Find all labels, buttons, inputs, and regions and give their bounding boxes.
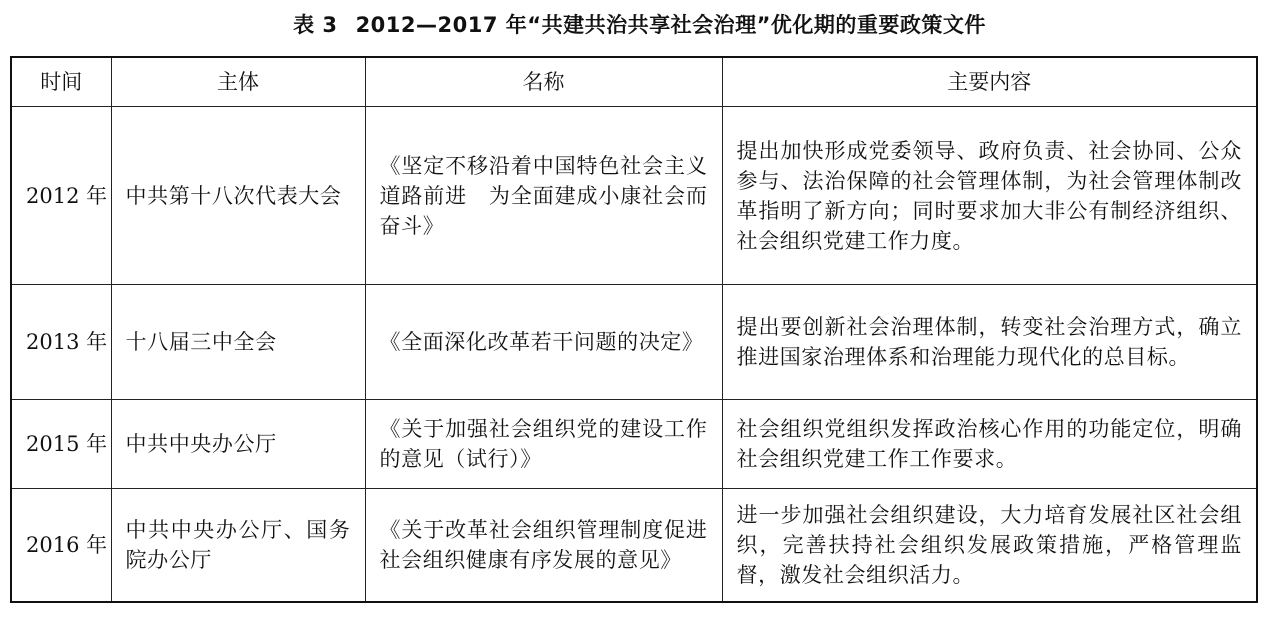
table-caption (0, 10, 1279, 40)
subject-cell: 中共第十八次代表大会 (111, 107, 365, 285)
year-cell: 2013 年 (11, 285, 111, 400)
year-cell: 2015 年 (11, 400, 111, 489)
header-subject: 主体 (111, 57, 365, 107)
year-cell: 2016 年 (11, 489, 111, 603)
subject-cell: 十八届三中全会 (111, 285, 365, 400)
table-row (11, 489, 1257, 603)
content-cell: 社会组织党组织发挥政治核心作用的功能定位，明确社会组织党建工作工作要求。 (722, 400, 1257, 489)
table-row (11, 285, 1257, 400)
document-name-cell: 《关于加强社会组织党的建设工作的意见（试行）》 (365, 400, 722, 489)
table-row (11, 107, 1257, 285)
subject-cell: 中共中央办公厅、国务院办公厅 (111, 489, 365, 603)
header-name: 名称 (365, 57, 722, 107)
document-name-cell: 《全面深化改革若干问题的决定》 (365, 285, 722, 400)
header-content: 主要内容 (722, 57, 1257, 107)
policy-table (10, 56, 1258, 603)
header-row (11, 57, 1257, 107)
header-time: 时间 (11, 57, 111, 107)
content-cell: 提出要创新社会治理体制，转变社会治理方式，确立推进国家治理体系和治理能力现代化的总目标。 (722, 285, 1257, 400)
content-cell: 进一步加强社会组织建设，大力培育发展社区社会组织，完善扶持社会组织发展政策措施，严格管理监督，激发社会组织活力。 (722, 489, 1257, 603)
document-name-cell: 《坚定不移沿着中国特色社会主义道路前进 为全面建成小康社会而奋斗》 (365, 107, 722, 285)
year-cell: 2012 年 (11, 107, 111, 285)
document-name-cell: 《关于改革社会组织管理制度促进社会组织健康有序发展的意见》 (365, 489, 722, 603)
table-number: 表 3 (293, 13, 338, 37)
subject-cell: 中共中央办公厅 (111, 400, 365, 489)
table-title: 2012—2017 年“共建共治共享社会治理”优化期的重要政策文件 (355, 13, 986, 37)
table-row (11, 400, 1257, 489)
content-cell: 提出加快形成党委领导、政府负责、社会协同、公众参与、法治保障的社会管理体制，为社会管理体制改革指明了新方向；同时要求加大非公有制经济组织、社会组织党建工作力度。 (722, 107, 1257, 285)
